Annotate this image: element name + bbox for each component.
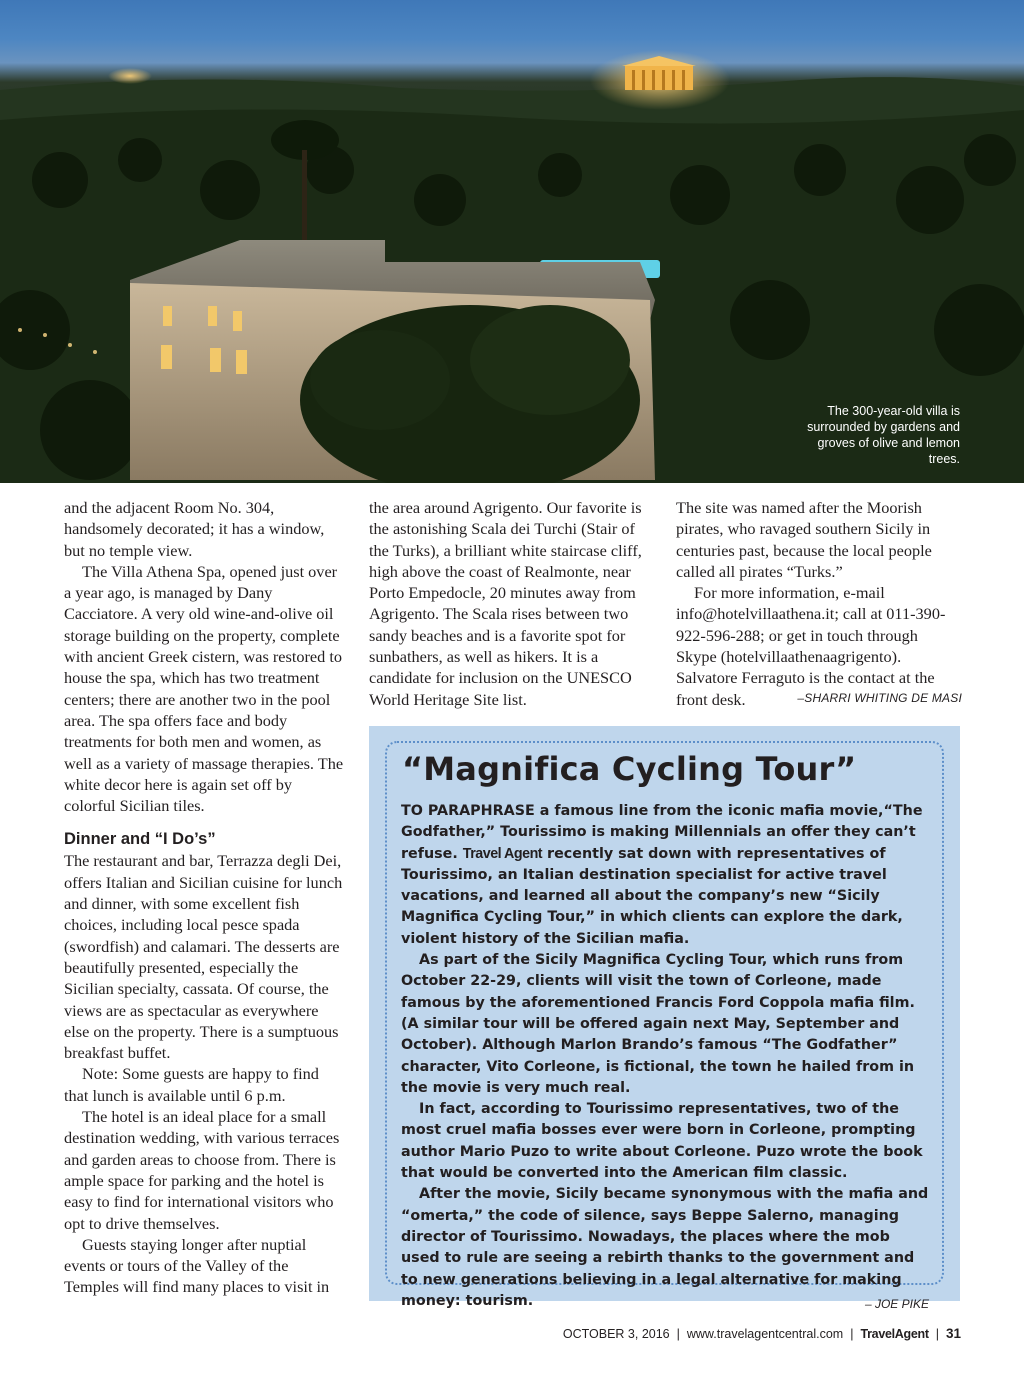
lead-text: TO PARAPHRASE a famous line from the iconic mafia movie,“The Godfather,” Tourissimo is making Millennials an offer they can’t refuse. <box>401 803 923 862</box>
page-number: 31 <box>945 1326 961 1341</box>
divider: | <box>850 1327 854 1341</box>
paragraph: The hotel is an ideal place for a small destination wedding, with various terraces and garden areas to choose from. There is ample space for parking and the hotel is easy to find for international visitors who opt to drive themselves. <box>64 1107 340 1233</box>
page-footer <box>563 1326 961 1341</box>
paragraph: The site was named after the Moorish pirates, who ravaged southern Sicily in centuries past, because the local people called all pirates “Turks.” <box>676 498 932 581</box>
paragraph: In fact, according to Tourissimo representatives, two of the most cruel mafia bosses ever were born in Corleone, prompting author Mario Puzo to write about Corleone. Puzo wrote the book that would be converted into the American film classic. <box>401 1101 923 1182</box>
divider: | <box>935 1327 939 1341</box>
paragraph: and the adjacent Room No. 304, handsomely decorated; it has a window, but no temple view. <box>64 498 325 560</box>
sidebar-body <box>401 801 929 1315</box>
paragraph: For more information, e-mail info@hotelvillaathena.it; call at 011-390-922-596-288; or get in touch through Skype (hotelvillaathenaagrigento). Salvatore Ferraguto is the contact at the front desk. <box>676 583 946 709</box>
website-link[interactable]: www.travelagentcentral.com <box>686 1327 844 1341</box>
paragraph <box>401 1184 929 1312</box>
magazine-logo: TravelAgent <box>860 1327 929 1341</box>
paragraph: the area around Agrigento. Our favorite is the astonishing Scala dei Turchi (Stair of the Turks), a brilliant white staircase cliff, high above the coast of Realmonte, near Porto Empedocle, 20 minutes away from Agrigento. The Scala rises between two sandy beaches and is a favorite spot for sunbathers, as well as hikers. It is a candidate for inclusion on the UNESCO World Heritage Site list. <box>369 498 642 709</box>
body-text: recently sat down with representatives of Tourissimo, an Italian destination specialist for active travel vacations, and learned all about the company’s new “Sicily Magnifica Cycling Tour,” in which clients can explore the dark, violent history of the Sicilian mafia. <box>401 845 903 947</box>
hero-photo <box>0 0 1024 483</box>
paragraph: The Villa Athena Spa, opened just over a year ago, is managed by Dany Cacciatore. A very old wine-and-olive oil storage building on the property, complete with ancient Greek cistern, was restored to house the spa, which has two treatment centers; there are another two in the pool area. The spa offers face and body treatments for both men and women, as well as a variety of massage therapies. The white decor here is again set off by colorful Sicilian tiles. <box>64 561 344 816</box>
article-column-1 <box>64 497 346 1298</box>
issue-date: OCTOBER 3, 2016 <box>562 1327 670 1341</box>
paragraph: Guests staying longer after nuptial events or tours of the Valley of the Temples will find many places to visit in <box>64 1234 330 1297</box>
divider: | <box>676 1327 680 1341</box>
article-column-3 <box>676 497 962 710</box>
paragraph: Note: Some guests are happy to find that lunch is available until 6 p.m. <box>64 1064 319 1105</box>
paragraph <box>401 801 929 950</box>
sidebar-title: “Magnifica Cycling Tour” <box>402 750 857 788</box>
section-subhead: Dinner and “I Do’s” <box>64 830 216 849</box>
body-text: After the movie, Sicily became synonymous with the mafia and “omerta,” the code of silence, says Beppe Salerno, managing director of Tourissimo. Nowadays, the places where the mob used to rule are seeing a rebirth thanks to the government and to new generations believing in a legal alternative for making money: tourism. <box>401 1186 929 1309</box>
paragraph: As part of the Sicily Magnifica Cycling Tour, which runs from October 22-29, clients will visit the town of Corleone, made famous by the aforementioned Francis Ford Coppola mafia film. (A similar tour will be offered again next May, September and October). Although Marlon Brando’s famous “The Godfather” character, Vito Corleone, is fictional, the town he hailed from in the movie is very much real. <box>401 952 915 1096</box>
article-column-2 <box>369 497 653 710</box>
sidebar-byline: – JOE PIKE <box>864 1296 929 1311</box>
article-byline: –SHARRI WHITING DE MASI <box>797 691 962 705</box>
photo-caption: The 300-year-old villa is surrounded by gardens and groves of olive and lemon trees. <box>807 404 960 466</box>
travel-agent-logo: Travel Agent <box>462 845 543 862</box>
paragraph: The restaurant and bar, Terrazza degli Dei, offers Italian and Sicilian cuisine for lunch and dinner, with some excellent fish choices, including local pesce spada (swordfish) and calamari. The desserts are beautifully presented, especially the Sicilian specialty, cassata. Of course, the views are as spectacular as everywhere else on the property. There is a sumptuous breakfast buffet. <box>64 851 343 1063</box>
